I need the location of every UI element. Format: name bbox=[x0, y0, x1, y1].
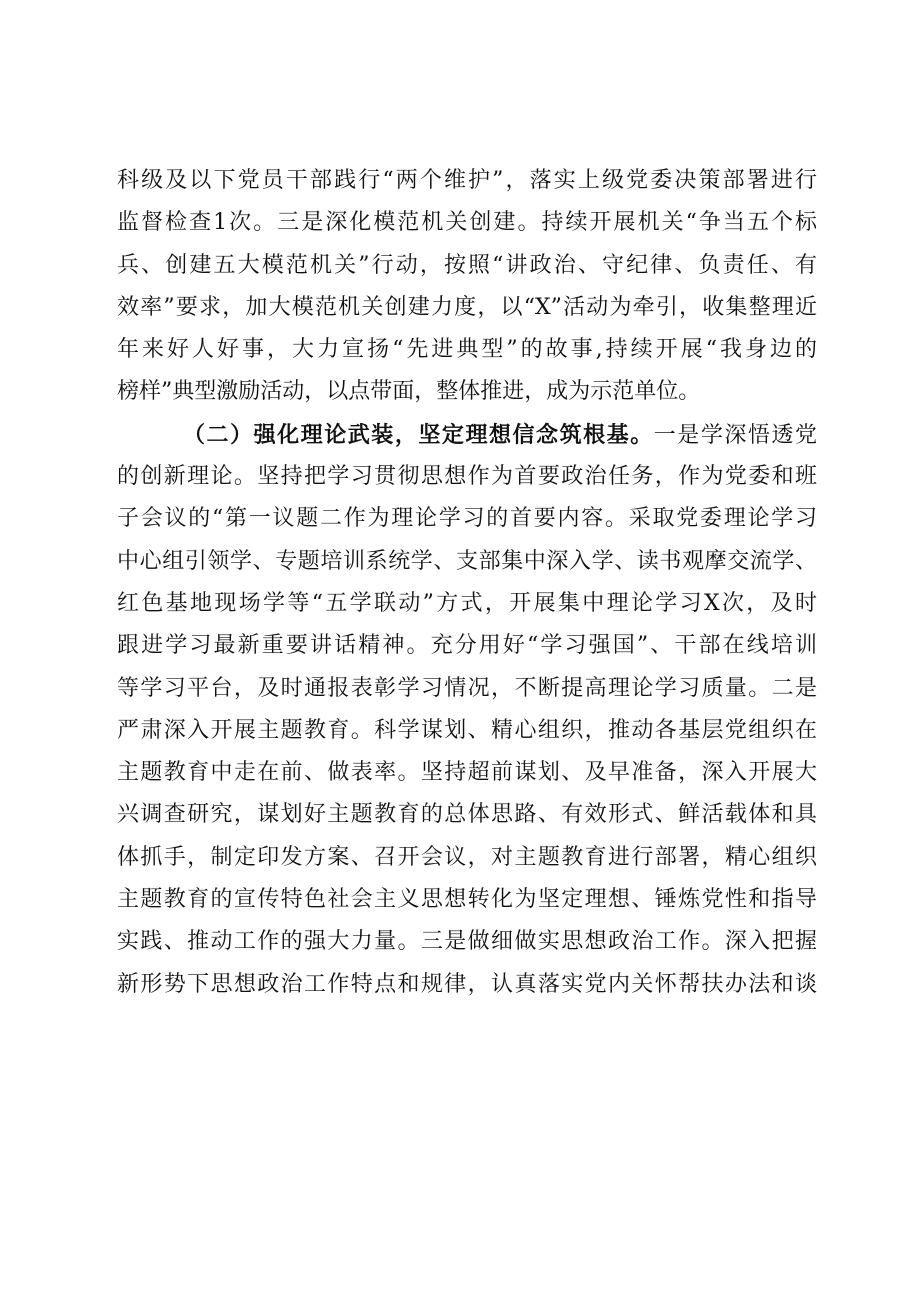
text-line: 实践、推动工作的强大力量。三是做细做实思想政治工作。深入把握 bbox=[117, 929, 817, 955]
text-line: 红色基地现场学等“五学联动”方式，开展集中理论学习X次，及时 bbox=[117, 590, 817, 616]
text-line: 效率”要求，加大模范机关创建力度，以“X”活动为牵引，收集整理近 bbox=[117, 294, 817, 320]
text-line: 主题教育的宣传特色社会主义思想转化为坚定理想、锤炼党性和指导 bbox=[117, 887, 817, 913]
text-line: 体抓手，制定印发方案、召开会议，对主题教育进行部署，精心组织 bbox=[117, 844, 817, 870]
text-line: 科级及以下党员干部践行“两个维护”，落实上级党委决策部署进行 bbox=[117, 168, 817, 193]
text-line: 年来好人好事，大力宣扬“先进典型”的故事,持续开展“我身边的 bbox=[117, 337, 817, 363]
text-line: 子会议的“第一议题二作为理论学习的首要内容。采取党委理论学习 bbox=[117, 506, 817, 532]
text-line: 等学习平台，及时通报表彰学习情况，不断提高理论学习质量。二是 bbox=[117, 675, 817, 701]
text-line: 兴调查研究，谋划好主题教育的总体思路、有效形式、鲜活载体和具 bbox=[117, 802, 817, 828]
text-line: 严肃深入开展主题教育。科学谋划、精心组织，推动各基层党组织在 bbox=[117, 717, 817, 743]
text-line: 新形势下思想政治工作特点和规律，认真落实党内关怀帮扶办法和谈 bbox=[117, 971, 817, 997]
text-line: 主题教育中走在前、做表率。坚持超前谋划、及早准备，深入开展大 bbox=[117, 760, 817, 786]
text-line: 兵、创建五大模范机关”行动，按照“讲政治、守纪律、负责任、有 bbox=[117, 252, 817, 278]
section-heading: （二）强化理论武装，坚定理想信念筑根基。 bbox=[183, 421, 654, 448]
body-text bbox=[117, 160, 817, 1006]
paragraph-end-line: 榜样”典型激励活动，以点带面，整体推进，成为示范单位。 bbox=[117, 379, 701, 405]
text-line: 中心组引领学、专题培训系统学、支部集中深入学、读书观摩交流学、 bbox=[117, 548, 817, 574]
text-line: 监督检查1次。三是深化模范机关创建。持续开展机关“争当五个标 bbox=[117, 210, 817, 236]
section-heading-line: （二）强化理论武装，坚定理想信念筑根基。一是学深悟透党 bbox=[183, 421, 817, 448]
text-line: 跟进学习最新重要讲话精神。充分用好“学习强国”、干部在线培训 bbox=[117, 633, 817, 659]
text-line: 的创新理论。坚持把学习贯彻思想作为首要政治任务，作为党委和班 bbox=[117, 464, 817, 490]
